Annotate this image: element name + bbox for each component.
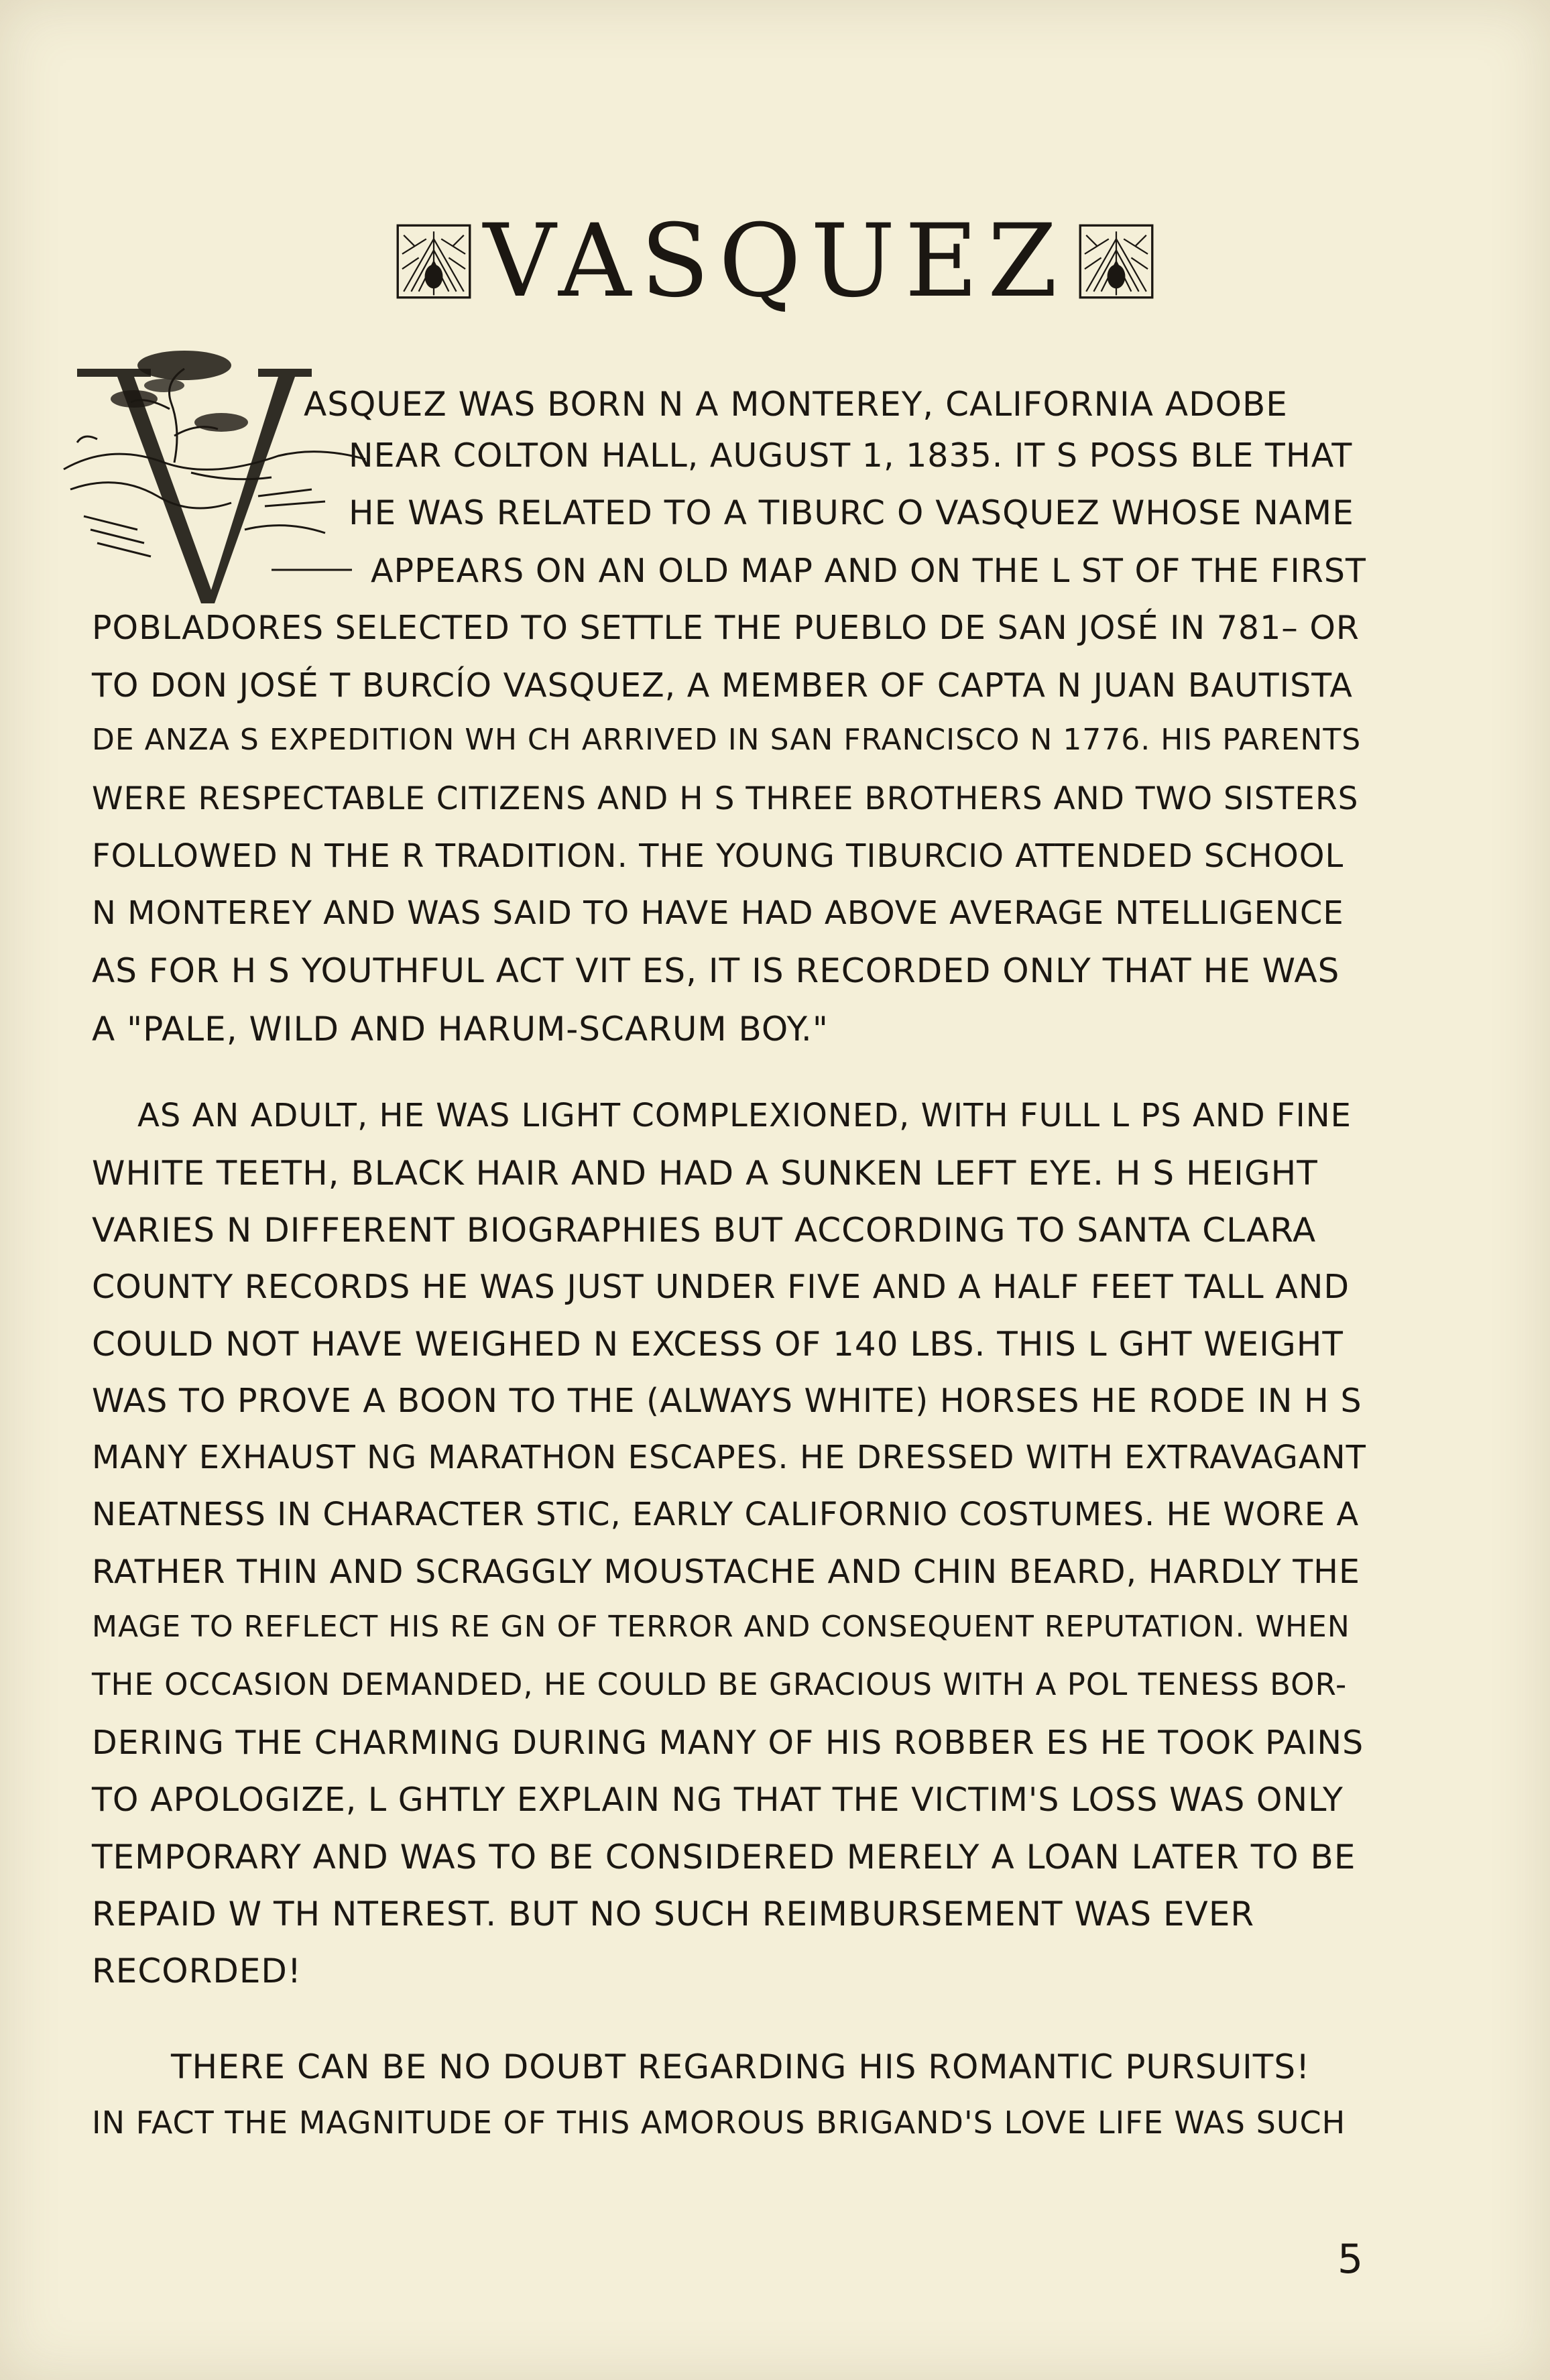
- pinecone-ornament-icon: [1079, 224, 1154, 299]
- text-line: RATHER THIN AND SCRAGGLY MOUSTACHE AND CHIN BEARD, HARDLY THE: [92, 1553, 1360, 1591]
- text-line: WERE RESPECTABLE CITIZENS AND H S THREE BROTHERS AND TWO SISTERS: [92, 780, 1359, 817]
- title-row: [0, 203, 1550, 320]
- text-line: WHITE TEETH, BLACK HAIR AND HAD A SUNKEN LEFT EYE. H S HEIGHT: [92, 1154, 1318, 1193]
- text-line: REPAID W TH NTEREST. BUT NO SUCH REIMBURSEMENT WAS EVER: [92, 1895, 1255, 1933]
- page-number: 5: [1337, 2236, 1364, 2283]
- text-line: NEAR COLTON HALL, AUGUST 1, 1835. IT S POSS BLE THAT: [349, 436, 1353, 475]
- text-line: VARIES N DIFFERENT BIOGRAPHIES BUT ACCORDING TO SANTA CLARA: [92, 1211, 1317, 1250]
- text-line: N MONTEREY AND WAS SAID TO HAVE HAD ABOVE AVERAGE NTELLIGENCE: [92, 894, 1344, 932]
- text-line: TO DON JOSÉ T BURCÍO VASQUEZ, A MEMBER OF CAPTA N JUAN BAUTISTA: [92, 666, 1353, 705]
- text-line: WAS TO PROVE A BOON TO THE (ALWAYS WHITE) HORSES HE RODE IN H S: [92, 1382, 1362, 1420]
- text-line: RECORDED!: [92, 1952, 302, 1990]
- text-line: NEATNESS IN CHARACTER STIC, EARLY CALIFORNIO COSTUMES. HE WORE A: [92, 1496, 1360, 1533]
- text-line: THE OCCASION DEMANDED, HE COULD BE GRACIOUS WITH A POL TENESS BOR-: [92, 1667, 1348, 1702]
- text-line: TO APOLOGIZE, L GHTLY EXPLAIN NG THAT THE VICTIM'S LOSS WAS ONLY: [92, 1781, 1344, 1819]
- page-title: VASQUEZ: [483, 203, 1067, 320]
- text-line: TEMPORARY AND WAS TO BE CONSIDERED MERELY A LOAN LATER TO BE: [92, 1838, 1356, 1877]
- text-line: MAGE TO REFLECT HIS RE GN OF TERROR AND CONSEQUENT REPUTATION. WHEN: [92, 1610, 1350, 1644]
- text-line: ASQUEZ WAS BORN N A MONTEREY, CALIFORNIA ADOBE: [304, 385, 1288, 424]
- text-line: APPEARS ON AN OLD MAP AND ON THE L ST OF THE FIRST: [371, 552, 1366, 590]
- text-line: AS AN ADULT, HE WAS LIGHT COMPLEXIONED, WITH FULL L PS AND FINE: [137, 1097, 1352, 1134]
- text-line: MANY EXHAUST NG MARATHON ESCAPES. HE DRESSED WITH EXTRAVAGANT: [92, 1439, 1366, 1476]
- text-line: POBLADORES SELECTED TO SETTLE THE PUEBLO DE SAN JOSÉ IN 781– OR: [92, 609, 1360, 647]
- text-line: COULD NOT HAVE WEIGHED N EXCESS OF 140 LBS. THIS L GHT WEIGHT: [92, 1325, 1344, 1364]
- drop-cap-illustration: [57, 329, 372, 610]
- text-line: HE WAS RELATED TO A TIBURC O VASQUEZ WHOSE NAME: [349, 493, 1354, 532]
- text-line: FOLLOWED N THE R TRADITION. THE YOUNG TIBURCIO ATTENDED SCHOOL: [92, 837, 1344, 875]
- text-line: DERING THE CHARMING DURING MANY OF HIS ROBBER ES HE TOOK PAINS: [92, 1724, 1364, 1762]
- text-line: A "PALE, WILD AND HARUM-SCARUM BOY.": [92, 1010, 829, 1049]
- text-line: COUNTY RECORDS HE WAS JUST UNDER FIVE AND A HALF FEET TALL AND: [92, 1268, 1350, 1306]
- text-line: AS FOR H S YOUTHFUL ACT VIT ES, IT IS RECORDED ONLY THAT HE WAS: [92, 951, 1340, 990]
- text-line: THERE CAN BE NO DOUBT REGARDING HIS ROMANTIC PURSUITS!: [171, 2047, 1311, 2086]
- pinecone-ornament-icon: [396, 224, 471, 299]
- text-line: IN FACT THE MAGNITUDE OF THIS AMOROUS BRIGAND'S LOVE LIFE WAS SUCH: [92, 2104, 1346, 2141]
- text-line: DE ANZA S EXPEDITION WH CH ARRIVED IN SAN FRANCISCO N 1776. HIS PARENTS: [92, 723, 1362, 757]
